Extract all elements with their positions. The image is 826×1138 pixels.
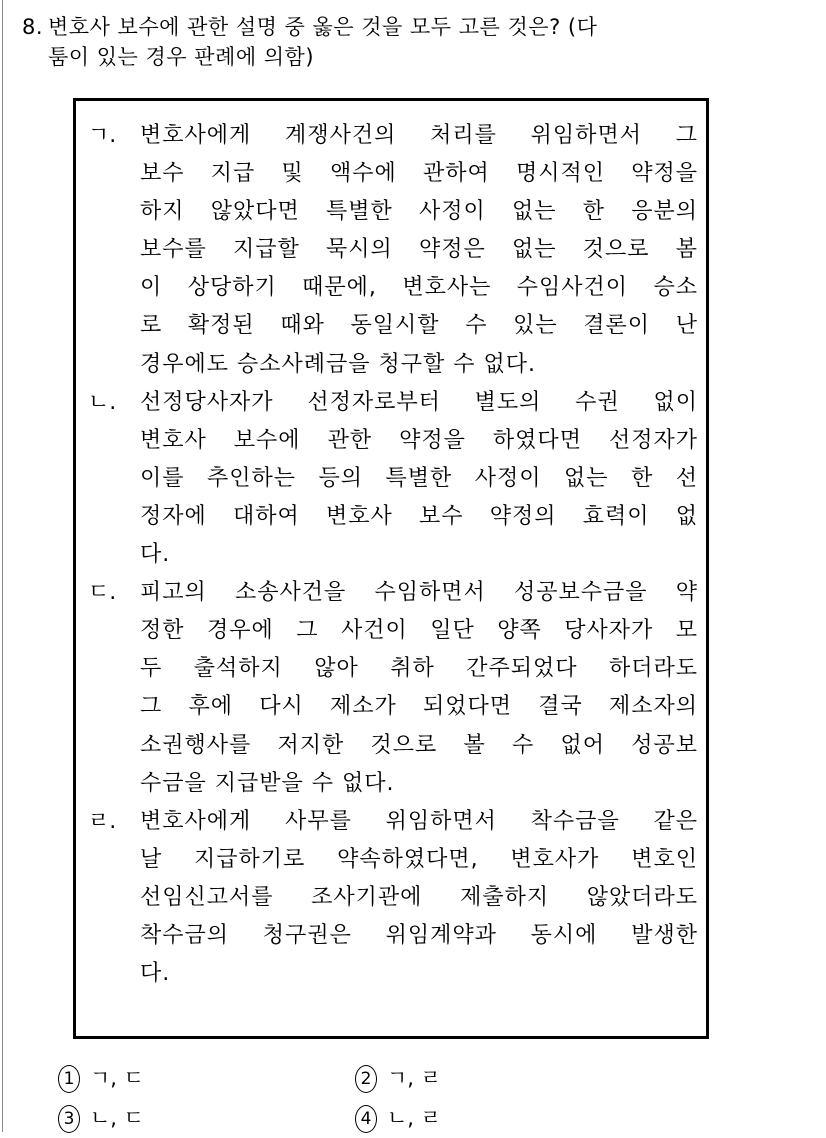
choice-3[interactable]: [58, 1098, 144, 1138]
statement-text: [140, 117, 698, 384]
statement-line: 선정당사자가 선정자로부터 별도의 수권 없이: [140, 389, 698, 415]
statement-rieul: [88, 803, 698, 993]
statement-line: 선임신고서를 조사기관에 제출하지 않았더라도: [140, 884, 698, 910]
choice-number-circle: 2: [355, 1065, 377, 1093]
choice-label: ㄴ, ㄹ: [387, 1106, 441, 1130]
statement-marker: ㄱ.: [88, 123, 117, 148]
statement-line: 착수금의 청구권은 위임계약과 동시에 발생한: [140, 922, 698, 948]
choice-number-circle: 3: [58, 1105, 80, 1133]
choice-number-circle: 1: [58, 1065, 80, 1093]
statement-line: 피고의 소송사건을 수임하면서 성공보수금을 약: [140, 580, 698, 606]
statements-list: [88, 117, 698, 993]
statement-line: 정한 경우에 그 사건이 일단 양쪽 당사자가 모: [140, 618, 698, 644]
statement-line: 그 후에 다시 제소가 되었다면 결국 제소자의: [140, 694, 698, 720]
statement-line: 소권행사를 저지한 것으로 볼 수 없어 성공보: [140, 732, 698, 758]
statement-line: 이 상당하기 때문에, 변호사는 수임사건이 승소: [140, 275, 698, 301]
statements-box: [73, 98, 709, 1039]
choice-label: ㄱ, ㄷ: [90, 1066, 144, 1090]
question-stem: [22, 12, 782, 72]
choice-4[interactable]: [355, 1098, 441, 1138]
statement-line: 수금을 지급받을 수 없다.: [140, 770, 395, 796]
statement-text: [140, 574, 698, 803]
statement-giyeok: [88, 117, 698, 384]
page-left-border: [2, 0, 3, 1132]
statement-line: 보수를 지급할 묵시의 약정은 없는 것으로 봄: [140, 237, 698, 263]
statement-marker: ㄹ.: [88, 808, 117, 834]
statement-line: 이를 추인하는 등의 특별한 사정이 없는 한 선: [140, 465, 698, 491]
statement-text: [140, 384, 698, 574]
choice-label: ㄴ, ㄷ: [90, 1106, 144, 1130]
statement-line: 로 확정된 때와 동일시할 수 있는 결론이 난: [140, 313, 698, 339]
statement-marker: ㄷ.: [88, 580, 117, 606]
statement-line: 다.: [140, 961, 171, 987]
statement-marker: ㄴ.: [88, 389, 117, 415]
question-text-line-2: 툼이 있는 경우 판례에 의함): [48, 45, 315, 69]
statement-text: [140, 803, 698, 993]
statement-line: 경우에도 승소사례금을 청구할 수 없다.: [140, 351, 536, 377]
statement-line: 변호사에게 사무를 위임하면서 착수금을 같은: [140, 808, 698, 834]
statement-line: 변호사 보수에 관한 약정을 하였다면 선정자가: [140, 427, 698, 453]
statement-line: 정자에 대하여 변호사 보수 약정의 효력이 없: [140, 503, 698, 529]
choice-label: ㄱ, ㄹ: [387, 1066, 441, 1090]
question-number: 8.: [22, 15, 44, 39]
statement-nieun: [88, 384, 698, 574]
statement-line: 다.: [140, 542, 171, 568]
choice-1[interactable]: [58, 1058, 144, 1098]
statement-line: 하지 않았다면 특별한 사정이 없는 한 응분의: [140, 199, 698, 225]
statement-line: 변호사에게 계쟁사건의 처리를 위임하면서 그: [140, 123, 698, 148]
choice-number-circle: 4: [355, 1105, 377, 1133]
statement-line: 날 지급하기로 약속하였다면, 변호사가 변호인: [140, 846, 698, 872]
choice-2[interactable]: [355, 1058, 441, 1098]
statement-digeut: [88, 574, 698, 803]
statement-line: 보수 지급 및 액수에 관하여 명시적인 약정을: [140, 161, 698, 187]
question-text-line-1: 변호사 보수에 관한 설명 중 옳은 것을 모두 고른 것은? (다: [48, 15, 598, 39]
statement-line: 두 출석하지 않아 취하 간주되었다 하더라도: [140, 656, 698, 682]
